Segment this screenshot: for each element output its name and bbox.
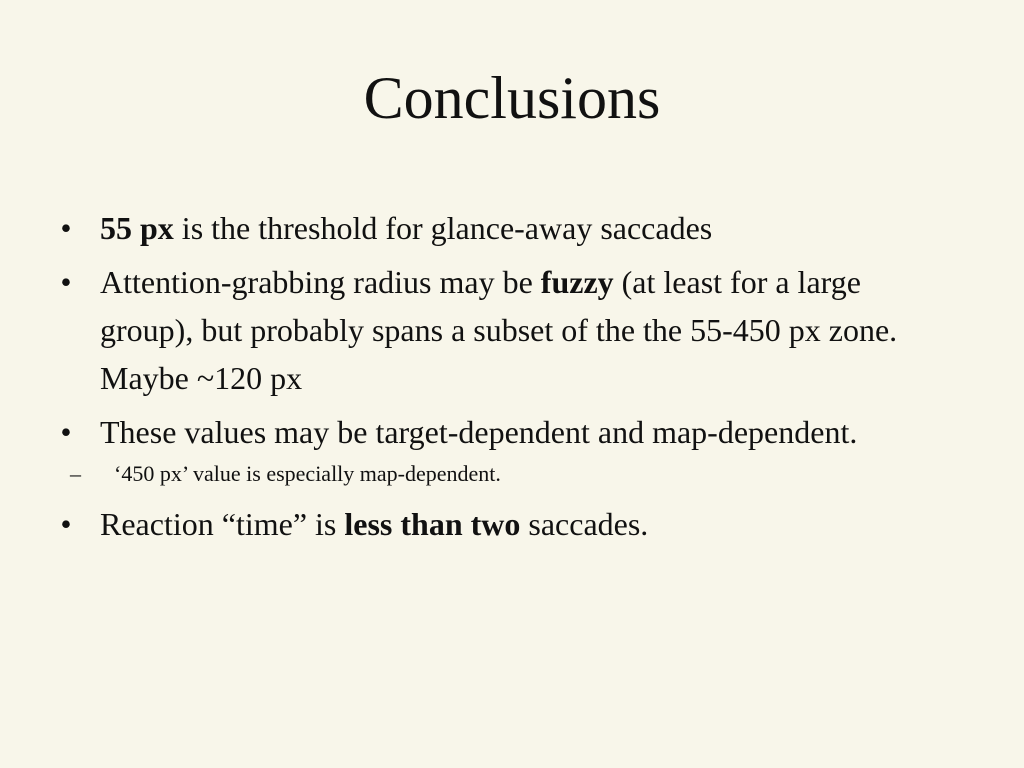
bullet-list: [56, 204, 956, 554]
bullet-text: saccades.: [520, 506, 649, 542]
bullet-text: Attention-grabbing radius may be: [100, 264, 541, 300]
bullet-item-radius: [56, 258, 956, 402]
bullet-item-reaction-time: [56, 500, 956, 548]
sub-bullet-item: [56, 456, 956, 492]
sub-bullet-list: [70, 456, 956, 492]
slide-title: Conclusions: [363, 65, 661, 131]
bullet-text: (at least for a large group), but probably spans a subset of the the 55-450 px zone. Maybe ~120 px: [100, 264, 898, 396]
bullet-marker: •: [60, 506, 72, 542]
bullet-marker: •: [60, 264, 72, 300]
sub-bullet-text: ‘450 px’ value is especially map-dependent.: [114, 461, 501, 486]
bullet-bold-text: less than two: [344, 506, 521, 542]
bullet-text: is the threshold for glance-away saccades: [173, 210, 713, 246]
bullet-marker: •: [60, 414, 72, 450]
bullet-text: Reaction “time” is: [100, 506, 345, 542]
sub-bullet-marker: –: [70, 461, 81, 486]
bullet-item-dependence: [56, 408, 956, 492]
bullet-item-threshold: [56, 204, 956, 252]
bullet-marker: •: [60, 210, 72, 246]
bullet-bold-text: 55 px: [100, 210, 174, 246]
bullet-text: These values may be target-dependent and map-dependent.: [100, 414, 858, 450]
bullet-bold-text: fuzzy: [540, 264, 614, 300]
